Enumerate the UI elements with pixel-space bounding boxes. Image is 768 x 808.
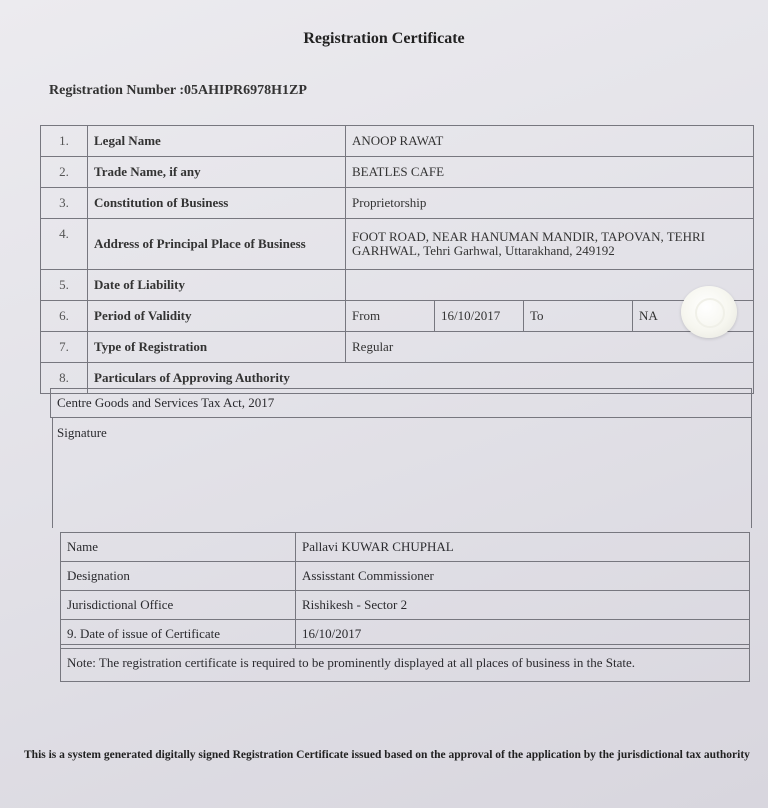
table-row: 2. Trade Name, if any BEATLES CAFE [41,157,754,188]
footer-text: This is a system generated digitally signed Registration Certificate issued based on the approval of the application by the jurisdictional tax authority [24,749,750,761]
note-text: Note: The registration certificate is required to be prominently displayed at all places of business in the State. [61,645,750,682]
details-table [40,125,754,394]
page-title: Registration Certificate [303,30,465,47]
validity-from-value: 16/10/2017 [435,301,524,332]
table-row: Jurisdictional Office Rishikesh - Sector 2 [61,591,750,620]
authority-table [60,532,750,649]
signature-label: Signature [57,425,107,440]
act-row [50,388,752,418]
officer-name: Pallavi KUWAR CHUPHAL [296,533,750,562]
legal-name-value: ANOOP RAWAT [346,126,754,157]
constitution-value: Proprietorship [346,188,754,219]
table-row: 8. Particulars of Approving Authority [41,363,754,394]
round-sticker-icon [681,286,737,338]
table-row: 7. Type of Registration Regular [41,332,754,363]
note-row [60,644,750,682]
act-name: Centre Goods and Services Tax Act, 2017 [51,389,752,418]
registration-number: Registration Number :05AHIPR6978H1ZP [49,83,307,98]
table-row: 4. Address of Principal Place of Business FOOT ROAD, NEAR HANUMAN MANDIR, TAPOVAN, TEHRI GARHWAL, Tehri Garhwal, Uttarakhand, 249192 [41,219,754,270]
table-row: 5. Date of Liability [41,270,754,301]
issue-date-value: 16/10/2017 [296,620,750,649]
address-value: FOOT ROAD, NEAR HANUMAN MANDIR, TAPOVAN, TEHRI GARHWAL, Tehri Garhwal, Uttarakhand, 249192 [346,219,754,270]
table-row: Designation Assisstant Commissioner [61,562,750,591]
table-row: 9. Date of issue of Certificate 16/10/2017 [61,620,750,649]
designation-value: Assisstant Commissioner [296,562,750,591]
table-row: Name Pallavi KUWAR CHUPHAL [61,533,750,562]
trade-name-value: BEATLES CAFE [346,157,754,188]
registration-type-value: Regular [346,332,754,363]
signature-box [52,418,752,528]
table-row: 6. Period of Validity From 16/10/2017 To NA [41,301,754,332]
jurisdiction-value: Rishikesh - Sector 2 [296,591,750,620]
table-row: 3. Constitution of Business Proprietorship [41,188,754,219]
validity-to-value: NA [633,301,754,332]
table-row: 1. Legal Name ANOOP RAWAT [41,126,754,157]
